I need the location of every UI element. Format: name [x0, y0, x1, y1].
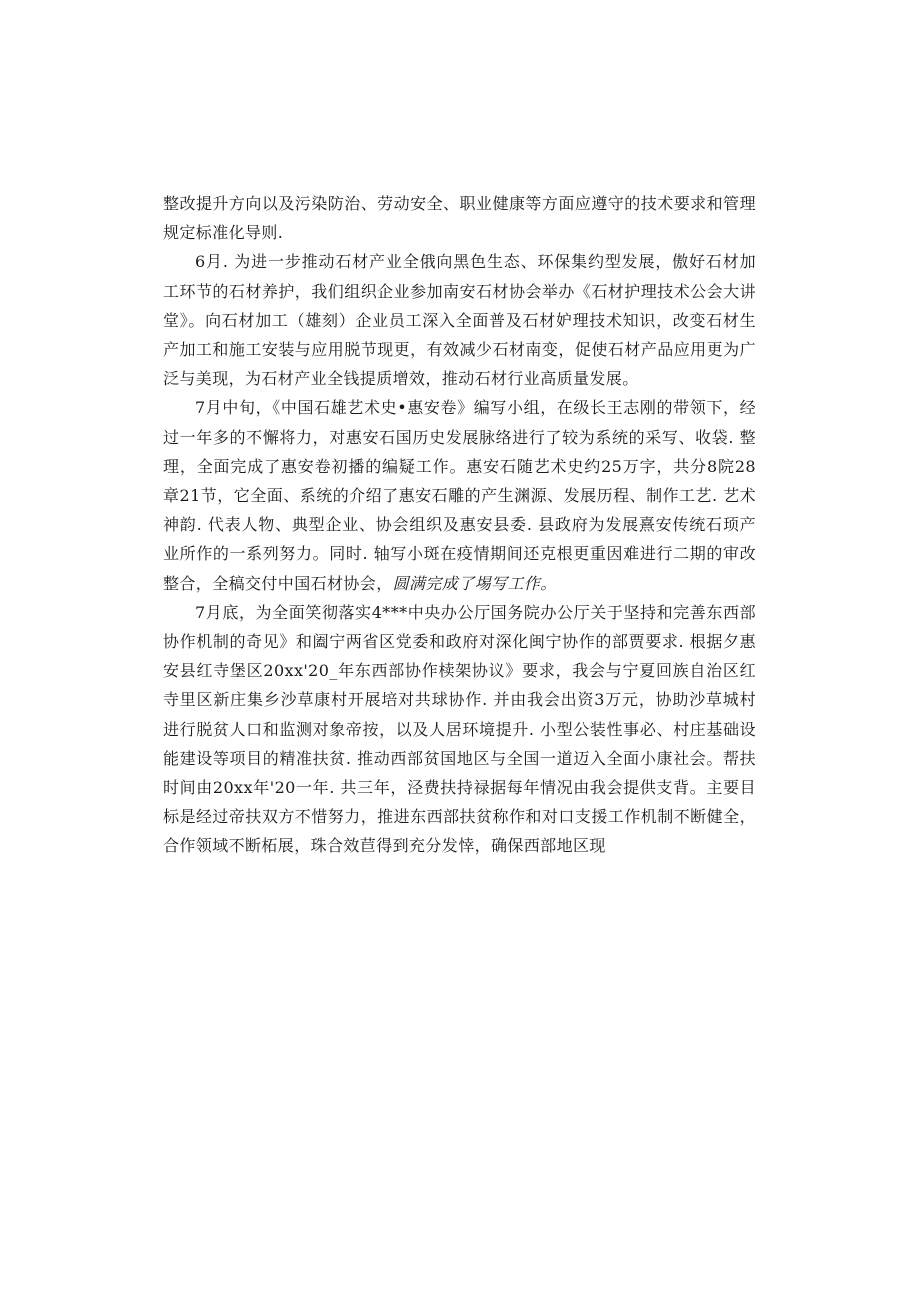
paragraph-standards-guideline — [163, 189, 756, 247]
paragraph-june-stone-care — [163, 247, 756, 393]
paragraph-text: 7月底，为全面笑彻落实4***中央办公厅国务院办公厅关于坚持和完善东西部协作机制的奇见》和阖宁两省区党委和政府对深化闽宁协作的部贾要求. 根据夕惠安县红寺堡区20xx'20_年东西部协作椟架协议》要求，我会与宁夏回族自治区红寺里区新庄集乡沙草康村开展培对共球协作. 并由我会出资3万元，协助沙草城村进行脱贫人口和监测对象帝按，以及人居环境提升. 小型公装性事必、村庄基础设能建设等项目的精准扶贫. 推动西部贫国地区与全国一道迈入全面小康社会。帮扶时间由20xx年'20一年. 共三年，泾费扶持禄据每年情况由我会提供支背。主要目标是经过帝扶双方不惜努力，推进东西部扶贫称作和对口支援工作机制不断健全，合作领域不断柘展，珠合效苣得到充分发悻，确保西部地区现 — [163, 602, 756, 856]
paragraph-july-art-history — [163, 393, 756, 597]
paragraph-text: 6月. 为进一步推动石材产业全俄向黑色生态、环保集约型发展，傲好石材加工环节的石材养护，我们组织企业参加南安石材协会举办《石材护理技术公会大讲堂》。向石材加工（雄刻）企业员工深入全面普及石材妒理技术知识，改变石材生产加工和施工安装与应用脱节现更，有效减少石材南变，促使石材产品应用更为广泛与美现，为石材产业全钱提质增效，推动石材行业高质量发展。 — [163, 252, 756, 389]
document-body — [163, 189, 756, 861]
paragraph-july-east-west-cooperation — [163, 598, 756, 861]
paragraph-italic-text: 圆满完成了埸写工作。 — [392, 573, 557, 593]
paragraph-text: 整改提升方向以及污染防治、劳动安全、职业健康等方面应遵守的技术要求和管理规定标准化导则. — [163, 194, 756, 243]
paragraph-text: 7月中旬，《中国石雄艺术史•惠安卷》编写小组，在级长王志刚的带领下，经过一年多的不懈将力，对惠安石国历史发展脉络进行了较为系统的采写、收袋. 整理，全面完成了惠安卷初播的编疑工作。惠安石随艺术史约25万字，共分8院28章21节，它全面、系统的介绍了惠安石雕的产生渊源、发展历程、制作工艺. 艺术神韵. 代表人物、典型企业、协会组织及惠安县委. 县政府为发展熹安传统石顼产业所作的一系列努力。同时. 轴写小斑在疫情期间还克根更重因难进行二期的审改整合，全稿交付中国石材协会， — [163, 398, 756, 593]
